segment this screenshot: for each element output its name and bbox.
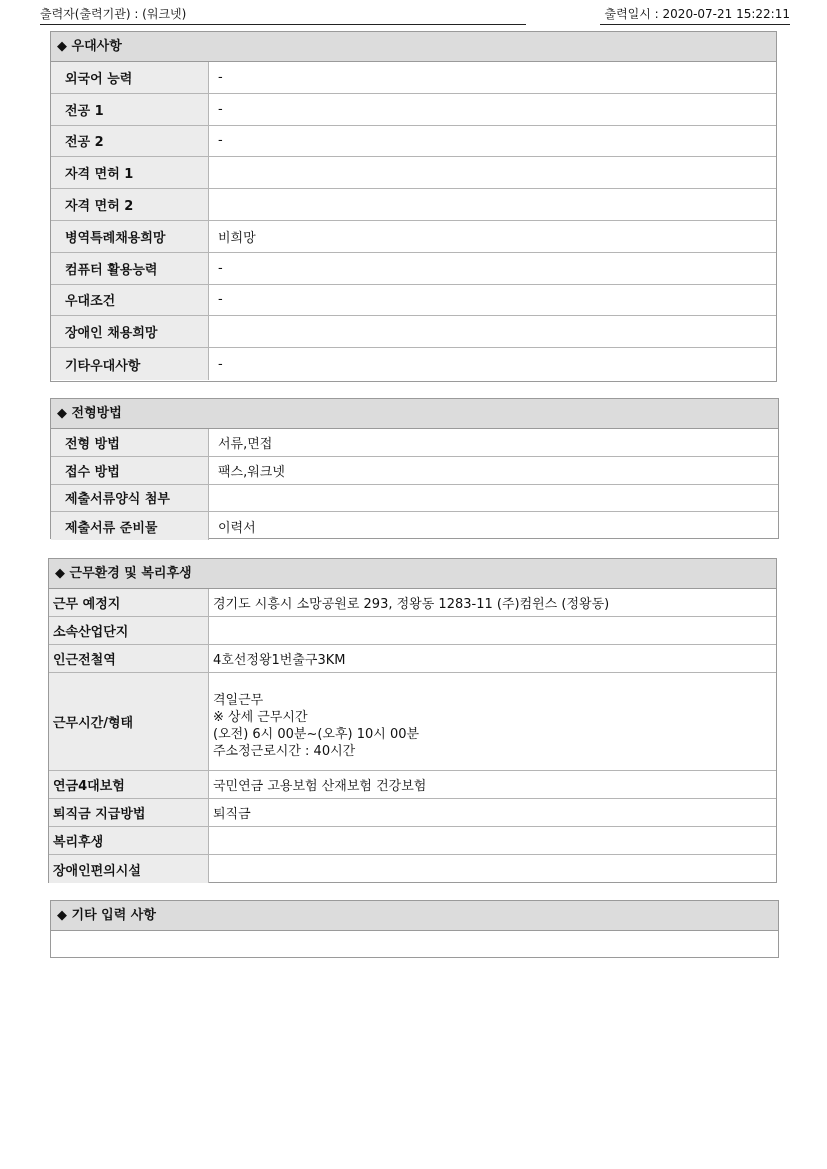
print-datetime: 출력일시 : 2020-07-21 15:22:11 xyxy=(604,7,790,21)
table-row xyxy=(49,617,776,645)
table-row xyxy=(51,348,776,380)
printer-info: 출력자(출력기관) : (워크넷) xyxy=(40,7,187,21)
table-row xyxy=(51,62,776,94)
row-label: 전공 2 xyxy=(51,126,209,157)
hours-line: ※ 상세 근무시간 xyxy=(213,709,308,725)
row-value: - xyxy=(218,101,223,117)
selection-section xyxy=(50,398,779,539)
row-value: 비희망 xyxy=(218,230,256,246)
row-label: 복리후생 xyxy=(49,827,209,854)
table-row xyxy=(49,771,776,799)
row-value: - xyxy=(218,356,223,372)
row-label: 연금4대보험 xyxy=(49,771,209,798)
work-environment-section xyxy=(48,558,777,883)
table-row xyxy=(51,512,778,540)
row-label: 제출서류 준비물 xyxy=(51,512,209,540)
table-row xyxy=(51,429,778,457)
row-value xyxy=(209,189,776,220)
row-label: 근무 예정지 xyxy=(49,589,209,616)
table-row xyxy=(49,827,776,855)
row-value xyxy=(209,827,776,854)
row-value: - xyxy=(218,133,223,149)
table-row xyxy=(49,673,776,771)
row-value xyxy=(209,485,778,512)
section-title: ◆ 기타 입력 사항 xyxy=(51,901,778,931)
row-value xyxy=(209,157,776,188)
row-value: 서류,면접 xyxy=(218,436,273,452)
row-value: 국민연금 고용보험 산재보험 건강보험 xyxy=(213,779,427,794)
hours-line: 격일근무 xyxy=(213,692,264,708)
row-value xyxy=(209,316,776,347)
row-label: 기타우대사항 xyxy=(51,348,209,380)
table-row xyxy=(51,157,776,189)
work-hours-value xyxy=(209,673,776,770)
row-label: 접수 방법 xyxy=(51,457,209,484)
row-label: 자격 면허 1 xyxy=(51,157,209,188)
section-title: ◆ 전형방법 xyxy=(51,399,778,429)
row-label: 장애인 채용희망 xyxy=(51,316,209,347)
table-row xyxy=(51,126,776,158)
row-label: 장애인편의시설 xyxy=(49,855,209,883)
table-row xyxy=(51,94,776,126)
other-section xyxy=(50,900,779,958)
table-row xyxy=(49,645,776,673)
table-row xyxy=(51,485,778,513)
row-value: - xyxy=(218,69,223,85)
table-row xyxy=(51,457,778,485)
row-label: 근무시간/형태 xyxy=(49,673,209,770)
row-label: 컴퓨터 활용능력 xyxy=(51,253,209,284)
row-value: - xyxy=(218,292,223,308)
hours-line: 주소정근로시간 : 40시간 xyxy=(213,743,356,759)
row-label: 자격 면허 2 xyxy=(51,189,209,220)
row-label: 전형 방법 xyxy=(51,429,209,456)
row-value xyxy=(209,855,776,883)
row-value xyxy=(209,617,776,644)
hours-line: (오전) 6시 00분~(오후) 10시 00분 xyxy=(213,726,420,742)
table-row xyxy=(51,221,776,253)
print-header xyxy=(40,5,790,23)
row-value: 4호선정왕1번출구3KM xyxy=(213,653,346,668)
other-content xyxy=(51,931,778,958)
row-value: 팩스,워크넷 xyxy=(218,464,285,480)
table-row xyxy=(49,799,776,827)
row-value: 퇴직금 xyxy=(213,807,251,822)
section-title: ◆ 우대사항 xyxy=(51,32,776,62)
header-divider xyxy=(600,24,790,25)
row-label: 병역특례채용희망 xyxy=(51,221,209,252)
row-value: 이력서 xyxy=(218,520,256,536)
table-row xyxy=(49,855,776,883)
preferences-section xyxy=(50,31,777,382)
row-label: 퇴직금 지급방법 xyxy=(49,799,209,826)
row-label: 우대조건 xyxy=(51,285,209,316)
table-row xyxy=(51,316,776,348)
section-title: ◆ 근무환경 및 복리후생 xyxy=(49,559,776,589)
table-row xyxy=(49,589,776,617)
row-label: 제출서류양식 첨부 xyxy=(51,485,209,512)
table-row xyxy=(51,253,776,285)
row-value: 경기도 시흥시 소망공원로 293, 정왕동 1283-11 (주)컴윈스 (정왕동) xyxy=(213,597,610,612)
row-label: 소속산업단지 xyxy=(49,617,209,644)
header-divider xyxy=(40,24,526,25)
table-row xyxy=(51,189,776,221)
table-row xyxy=(51,285,776,317)
row-label: 외국어 능력 xyxy=(51,62,209,93)
row-label: 인근전철역 xyxy=(49,645,209,672)
row-label: 전공 1 xyxy=(51,94,209,125)
row-value: - xyxy=(218,260,223,276)
